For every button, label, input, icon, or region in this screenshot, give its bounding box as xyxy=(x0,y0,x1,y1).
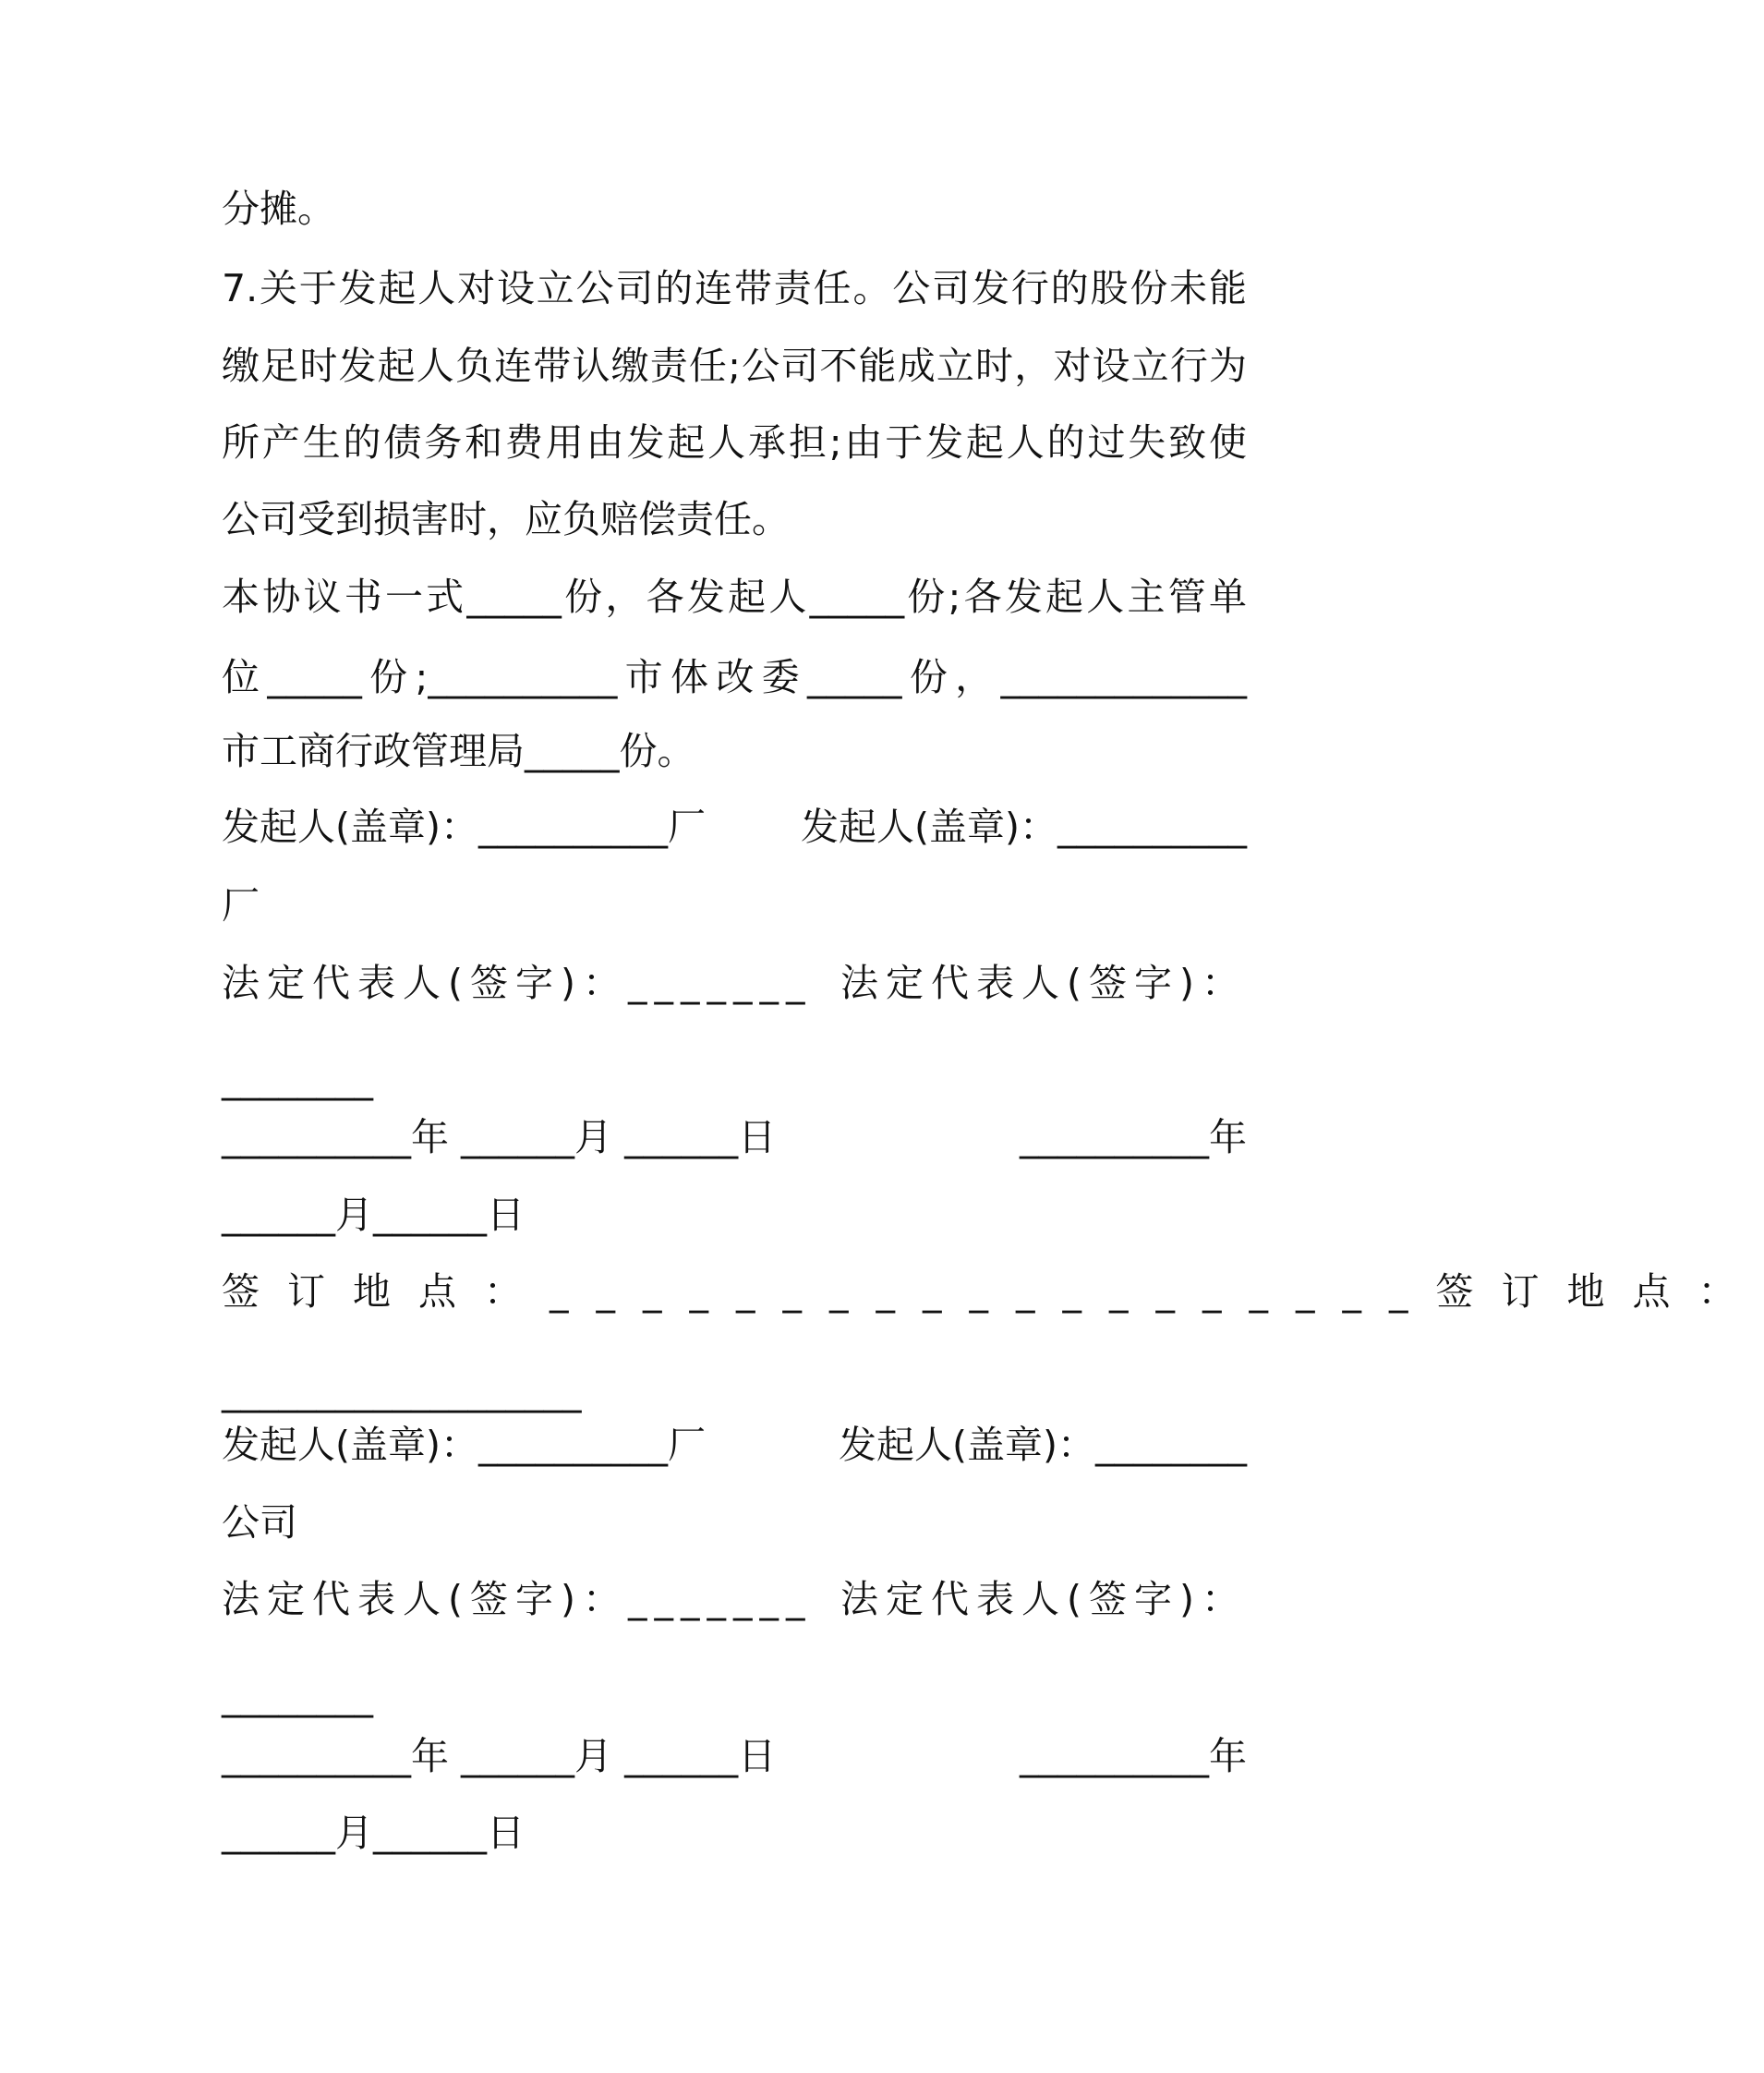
sponsor-seal-left-2: 发起人(盖章)：__________厂 xyxy=(222,1423,706,1467)
signing-place-right: 签订地点： xyxy=(1435,1269,1764,1314)
clause-7-line-2: 缴足时发起人负连带认缴责任;公司不能成立时，对设立行为 xyxy=(222,344,1247,388)
legal-rep-row-1 xyxy=(222,957,1247,1009)
date-row-2 xyxy=(222,1730,1247,1782)
date-left-2: __________年 ______月 ______日 xyxy=(222,1734,777,1778)
sponsor-seal-row-1 xyxy=(222,801,1247,853)
signing-place-left: 签订地点：___________________ xyxy=(222,1269,1436,1314)
signing-place-row xyxy=(222,1266,1764,1317)
legal-rep-right: 法定代表人(签字)： xyxy=(840,961,1247,1005)
date-continuation: ______月______日 xyxy=(222,1193,525,1237)
sponsor-seal-right: 发起人(盖章)：__________ xyxy=(801,805,1247,849)
legal-rep-blank: ________ xyxy=(222,1057,373,1101)
date-continuation-2: ______月______日 xyxy=(222,1811,525,1855)
copies-line-3: 市工商行政管理局_____份。 xyxy=(222,729,695,773)
copies-line-2: 位_____份;__________市体改委_____份，_____________ xyxy=(222,655,1247,699)
legal-rep-left: 法定代表人(签字)：_______ xyxy=(222,961,813,1005)
sponsor-seal-suffix: 厂 xyxy=(222,883,260,927)
legal-rep-blank-2: ________ xyxy=(222,1674,373,1718)
clause-7-line-3: 所产生的债务和费用由发起人承担;由于发起人的过失致使 xyxy=(222,420,1247,465)
clause-7-line-1: 7.关于发起人对设立公司的连带责任。公司发行的股份未能 xyxy=(222,266,1247,310)
legal-rep-row-2 xyxy=(222,1573,1247,1625)
copies-line-1: 本协议书一式_____份，各发起人_____份;各发起人主管单 xyxy=(222,575,1247,619)
date-left: __________年 ______月 ______日 xyxy=(222,1115,777,1159)
date-right-2: __________年 xyxy=(1020,1734,1247,1778)
sponsor-seal-suffix-2: 公司 xyxy=(222,1500,297,1545)
sponsor-seal-row-2 xyxy=(222,1419,1247,1471)
signing-place-blank: ___________________ xyxy=(222,1369,582,1413)
date-row-1 xyxy=(222,1111,1247,1163)
date-right: __________年 xyxy=(1020,1115,1247,1159)
legal-rep-right-2: 法定代表人(签字)： xyxy=(840,1577,1247,1621)
legal-rep-left-2: 法定代表人(签字)：_______ xyxy=(222,1577,813,1621)
sponsor-seal-left: 发起人(盖章)：__________厂 xyxy=(222,805,706,849)
clause-7-line-4: 公司受到损害时，应负赔偿责任。 xyxy=(222,497,790,541)
paragraph-line: 分摊。 xyxy=(222,187,335,231)
sponsor-seal-right-2: 发起人(盖章)：________ xyxy=(839,1423,1247,1467)
